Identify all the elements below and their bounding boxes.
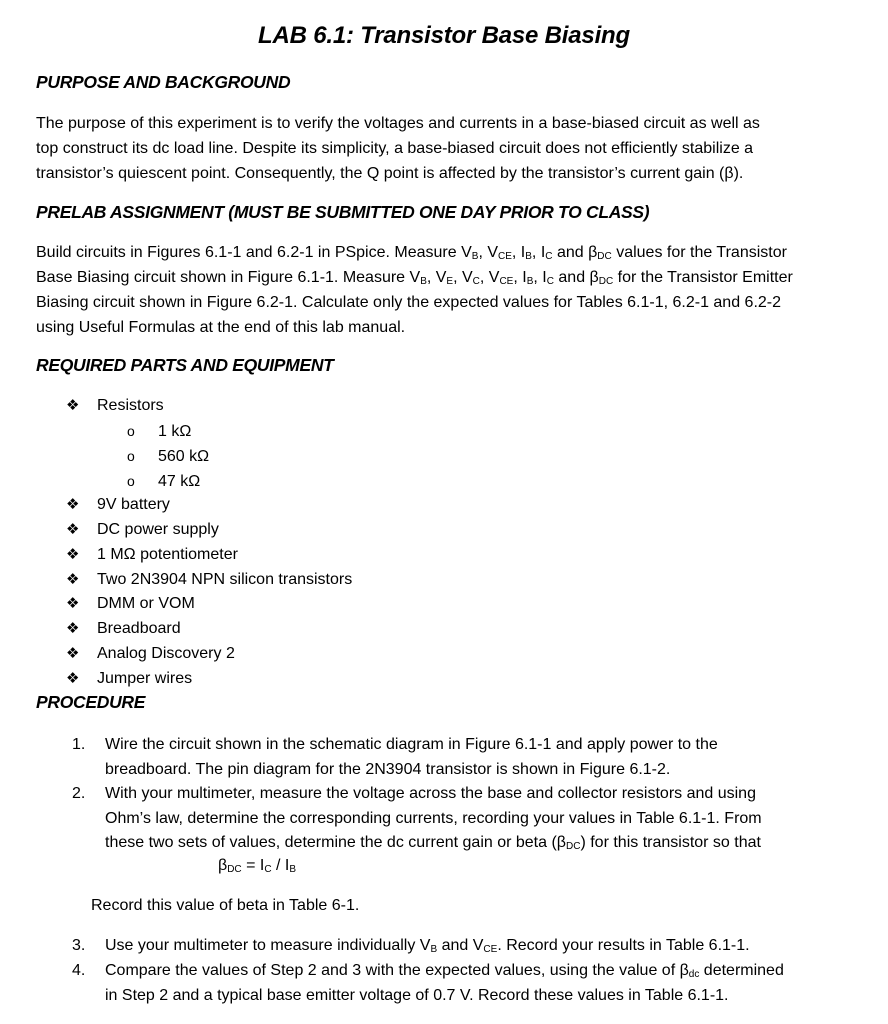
record-beta-note: Record this value of beta in Table 6-1. (91, 897, 360, 914)
list-item-resistors: ❖ Resistors (66, 397, 164, 414)
diamond-bullet-icon: ❖ (66, 620, 80, 637)
list-item: ❖ Breadboard (66, 620, 181, 637)
diamond-bullet-icon: ❖ (66, 546, 80, 563)
list-item: ❖ 1 MΩ potentiometer (66, 546, 238, 563)
list-item: ❖ Jumper wires (66, 670, 193, 687)
lab-document-page: LAB 6.1: Transistor Base Biasing PURPOSE AND BACKGROUND The purpose of this experiment is to verify the voltages and currents in a base-biased circuit as well as top construct its dc load line. Despite its simplicity, a base-biased circuit does not efficiently stabilize a transistor’s quiescent point. Consequently, the Q point is affected by the transistor’s current gain (β). PRELAB ASSIGNMENT (MUST BE SUBMITTED ONE DAY PRIOR TO CLASS) Build circuits in Figures 6.1-1 and 6.2-1 in PSpice. Measure $V_B$, $V_{CE}$, $I_B$, $I_C$ and $\beta_{DC}$ values for the Transistor Base Biasing circuit shown in Figure 6.1-1. Measure $V_B$, $V_E$, $V_C$, $V_{CE}$, $I_B$, $I_C$ and $\beta_{DC}$ for the Transistor Emitter Biasing circuit shown in Figure 6.2-1. Calculate only the expected values for Tables 6.1-1, 6.2-1 and 6.2-2 using Useful Formulas at the end of this lab manual. REQUIRED PARTS AND EQUIPMENT ❖ Resistors o 1 kΩ o 560 kΩ o 47 kΩ ❖ 9V battery ❖ DC power supply ❖ 1 MΩ potentiometer ❖ Two 2N3904 NPN silicon transistors ❖ DMM or VOM ❖ Breadboard ❖ Analog Discovery 2 ❖ Jumper wires PROCEDURE 1. Wire the circuit shown in the schematic diagram in Figure 6.1-1 and apply power to the breadboard. The pin diagram for the 2N3904 transistor is shown in Figure 6.1-2. 2. With your multimeter, measure the voltage across the base and collector resistors and using Ohm’s law, determine the corresponding currents, recording your values in Table 6.1-1. From these two sets of values, determine the dc current gain or beta $(\beta_{DC})$ for this transistor so that $\beta_{DC} = I_C / I_B$ Record this value of beta in Table 6-1. 3. Use your multimeter to measure individually $V_B$ and $V_{CE}$. Record your results in Table 6.1-1. 4. Compare the values of Step 2 and 3 with the expected values, using the value of $\beta_{dc}$ determined in Step 2 and a typical base emitter voltage of 0.7 V. Record these values in Table 6.1-1. (0, 0, 888, 1024)
prelab-line-3: Biasing circuit shown in Figure 6.2-1. Calculate only the expected values for Tables 6.1-1, 6.2-1 and 6.2-2 (36, 294, 782, 311)
purpose-paragraph (36, 111, 856, 186)
list-item: ❖ DMM or VOM (66, 595, 195, 612)
resistor-item: o 560 kΩ (127, 448, 210, 465)
list-item: ❖ Two 2N3904 NPN silicon transistors (66, 571, 353, 588)
diamond-bullet-icon: ❖ (66, 670, 80, 687)
diamond-bullet-icon: ❖ (66, 521, 80, 538)
diamond-bullet-icon: ❖ (66, 595, 80, 612)
prelab-heading: PRELAB ASSIGNMENT (MUST BE SUBMITTED ONE DAY PRIOR TO CLASS) (36, 202, 650, 222)
diamond-bullet-icon: ❖ (66, 571, 80, 588)
list-item: ❖ Analog Discovery 2 (66, 645, 235, 662)
circle-bullet-icon: o (127, 423, 135, 439)
diamond-bullet-icon: ❖ (66, 496, 80, 513)
prelab-paragraph (36, 240, 856, 340)
diamond-bullet-icon: ❖ (66, 645, 80, 662)
beta-formula: $\beta_{DC} = I_C / I_B$ (218, 857, 297, 875)
prelab-line-4: using Useful Formulas at the end of this lab manual. (36, 319, 406, 336)
page-title: LAB 6.1: Transistor Base Biasing (258, 22, 630, 49)
purpose-heading: PURPOSE AND BACKGROUND (36, 72, 291, 92)
circle-bullet-icon: o (127, 473, 135, 489)
procedure-heading: PROCEDURE (36, 692, 146, 712)
diamond-bullet-icon: ❖ (66, 397, 80, 414)
prelab-line-2: Base Biasing circuit shown in Figure 6.1-1. Measure $V_B$, $V_E$, $V_C$, $V_{CE}$, $I_B$, $I_C$ and $\beta_{DC}$ for the Transistor Emitter (36, 269, 793, 287)
resistor-item: o 1 kΩ (127, 423, 192, 440)
resistor-item: o 47 kΩ (127, 473, 201, 490)
prelab-line-1: Build circuits in Figures 6.1-1 and 6.2-1 in PSpice. Measure $V_B$, $V_{CE}$, $I_B$, $I_C$ and $\beta_{DC}$ values for the Transistor (36, 244, 787, 262)
purpose-line: The purpose of this experiment is to verify the voltages and currents in a base-biased circuit as well as (36, 115, 760, 132)
purpose-line: transistor’s quiescent point. Consequently, the Q point is affected by the transistor’s current gain (β). (36, 165, 744, 182)
purpose-line: top construct its dc load line. Despite its simplicity, a base-biased circuit does not efficiently stabilize a (36, 140, 754, 157)
list-item: ❖ DC power supply (66, 521, 219, 538)
equipment-heading: REQUIRED PARTS AND EQUIPMENT (36, 355, 334, 375)
list-item: ❖ 9V battery (66, 496, 170, 513)
circle-bullet-icon: o (127, 448, 135, 464)
